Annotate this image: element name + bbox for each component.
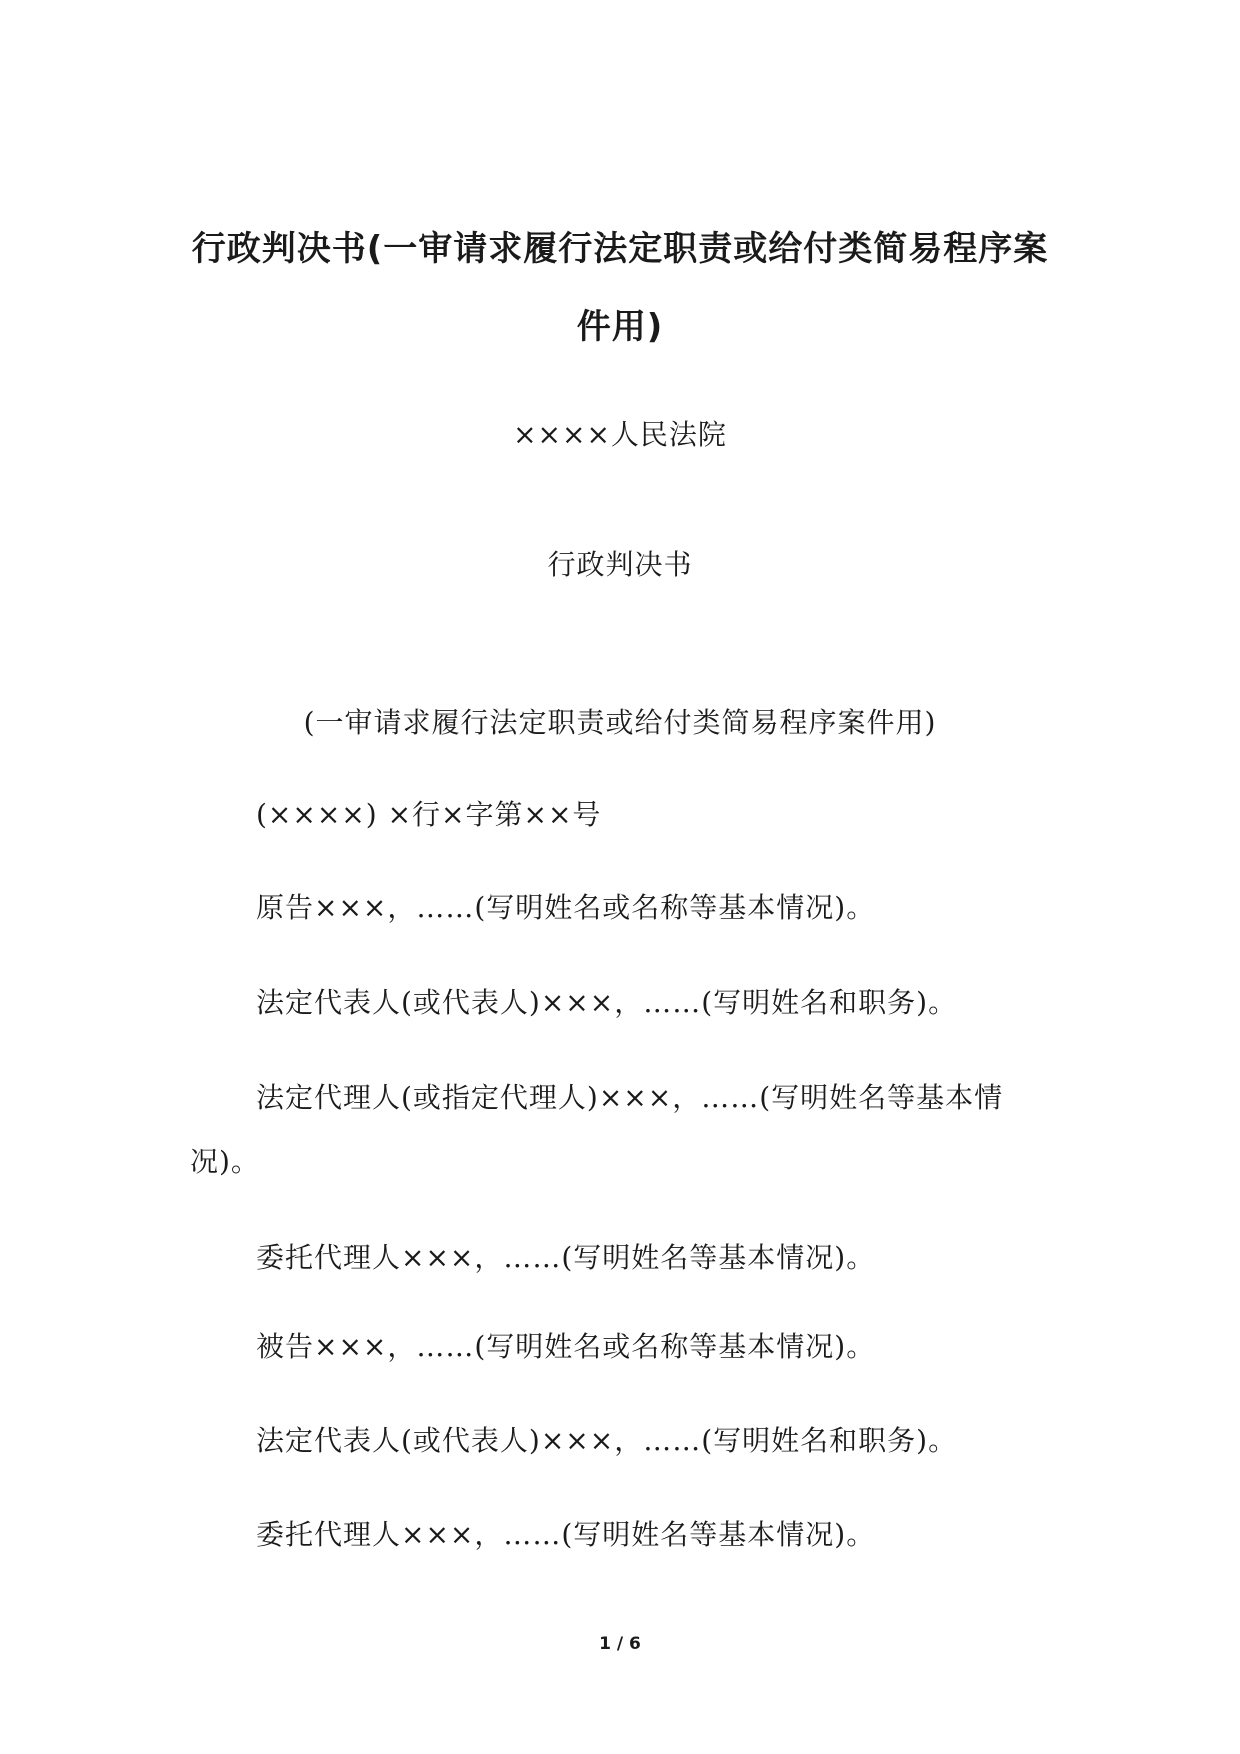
party-paragraph-plaintiff-entrusted-agent: 委托代理人×××，……(写明姓名等基本情况)。 <box>256 1241 876 1274</box>
page-number: 1 / 6 <box>599 1634 641 1654</box>
document-subtitle: (一审请求履行法定职责或给付类简易程序案件用) <box>303 706 937 739</box>
party-paragraph-defendant: 被告×××，……(写明姓名或名称等基本情况)。 <box>256 1330 876 1363</box>
court-name: ××××人民法院 <box>513 418 727 451</box>
case-number: (××××) ×行×字第××号 <box>256 798 602 831</box>
party-paragraph-defendant-entrusted-agent: 委托代理人×××，……(写明姓名等基本情况)。 <box>256 1518 876 1551</box>
document-type: 行政判决书 <box>547 548 693 581</box>
party-paragraph-plaintiff-representative: 法定代表人(或代表人)×××，……(写明姓名和职务)。 <box>256 986 958 1019</box>
party-paragraph-plaintiff: 原告×××，……(写明姓名或名称等基本情况)。 <box>256 891 876 924</box>
document-title: 行政判决书(一审请求履行法定职责或给付类简易程序案件用) <box>191 229 1049 347</box>
party-paragraph-defendant-representative: 法定代表人(或代表人)×××，……(写明姓名和职务)。 <box>256 1424 958 1457</box>
party-paragraph-legal-agent: 法定代理人(或指定代理人)×××，……(写明姓名等基本情况)。 <box>190 1081 1004 1178</box>
